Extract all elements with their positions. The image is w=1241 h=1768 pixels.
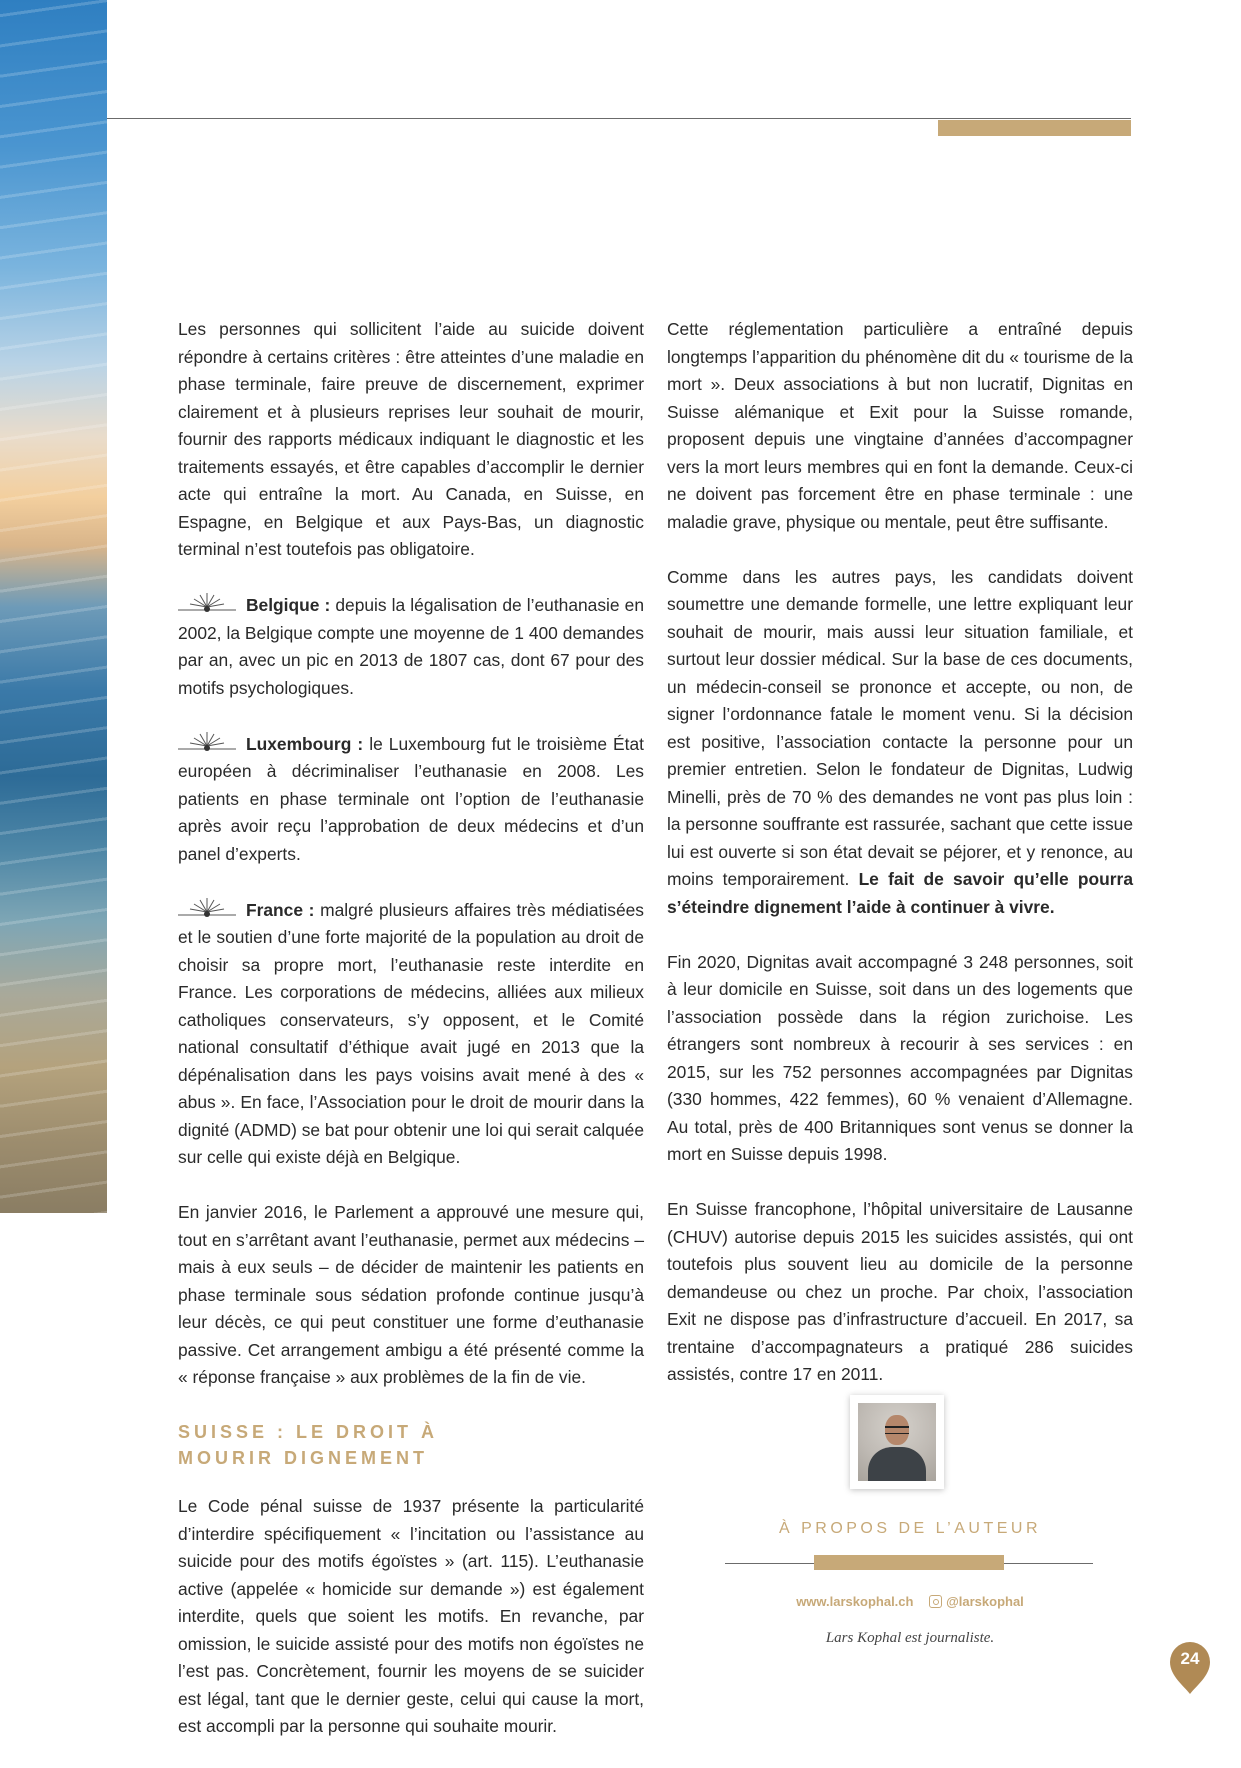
left-column <box>178 316 644 1768</box>
france-2016-paragraph: En janvier 2016, le Parlement a approuvé une mesure qui, tout en s’arrêtant avant l’euthanasie, permet aux médecins – mais à eux seuls – de décider de maintenir les patients en phase terminale sous sédation profonde continue jusqu’à leur décès, ce qui peut constituer une forme d’euthanasie passive. Cet arrangement ambigu a été présenté comme la « réponse française » aux problèmes de la fin de vie. <box>178 1202 644 1387</box>
sea-sunset-photo <box>0 0 107 1213</box>
author-links <box>725 1594 1095 1609</box>
about-author-accent-bar <box>814 1555 1004 1570</box>
author-website-link[interactable]: www.larskophal.ch <box>796 1594 914 1609</box>
country-name: Belgique : <box>246 595 331 615</box>
author-instagram-link[interactable]: @larskophal <box>929 1594 1024 1609</box>
country-paragraph-belgique <box>178 591 644 702</box>
instagram-icon <box>929 1595 942 1608</box>
country-text: depuis la légalisation de l’euthanasie en 2002, la Belgique compte une moyenne de 1 400 demandes par an, avec un pic en 2013 de 1807 cas, dont 67 pour des motifs psychologiques. <box>178 595 644 698</box>
section-heading <box>178 1419 644 1471</box>
candidats-text: Comme dans les autres pays, les candidats doivent soumettre une demande formelle, une lettre expliquant leur souhait de mourir, mais aussi leur situation familiale, et surtout leur dossier médical. Sur la base de ces documents, un médecin-conseil se prononce et accepte, ou non, de signer l’ordonnance fatale le moment venu. Si la décision est positive, l’association contacte la personne pour un premier entretien. Selon le fondateur de Dignitas, Ludwig Minelli, près de 70 % des demandes ne vont pas plus loin : la personne souffrante est rassurée, sachant que cette issue lui est ouverte si son état devait se péjorer, et y renonce, au moins temporairement. <box>667 566 1133 889</box>
right-column <box>667 316 1133 1416</box>
country-name: France : <box>246 899 315 920</box>
tourisme-paragraph: Cette réglementation particulière a entraîné depuis longtemps l’apparition du phénomène dit du « tourisme de la mort ». Deux associations à but non lucratif, Dignitas en Suisse alémanique et Exit pour la Suisse romande, proposent depuis une vingtaine d’années d’accompagner vers la mort leurs membres qui en font la demande. Ceux-ci ne doivent pas forcement être en phase terminale : une maladie grave, physique ou mentale, peut être suffisante. <box>667 319 1133 532</box>
country-text: malgré plusieurs affaires très médiatisées et le soutien d’une forte majorité de la population au droit de choisir sa propre mort, l’euthanasie reste interdite en France. Les corporations de médecins, alliées aux milieux catholiques conservateurs, s’y opposent, et le Comité national consultatif d’éthique avait jugé en 2013 que la dépénalisation dans les pays voisins avait mené à des « abus ». En face, l’Association pour le droit de mourir dans la dignité (ADMD) se bat pour obtenir une loi qui serait calquée sur celle qui existe déjà en Belgique. <box>178 899 644 1167</box>
intro-paragraph: Les personnes qui sollicitent l’aide au suicide doivent répondre à certains critères : être atteintes d’une maladie en phase terminale, faire preuve de discernement, exprimer clairement et à plusieurs reprises leur souhait de mourir, fournir des rapports médicaux indiquant le diagnostic et les traitements essayés, et être capables d’accomplir le dernier acte qui entraîne la mort. Au Canada, en Suisse, en Espagne, en Belgique et aux Pays-Bas, un diagnostic terminal n’est toutefois pas obligatoire. <box>178 319 644 559</box>
country-name: Luxembourg : <box>246 733 364 754</box>
candidats-paragraph <box>667 564 1133 922</box>
author-photo <box>850 1395 944 1489</box>
country-paragraph-france <box>178 896 644 1172</box>
author-bio: Lars Kophal est journaliste. <box>825 1630 995 1646</box>
candidats-bold-text: Le fait de savoir qu’elle pourra s’éteindre dignement l’aide à continuer à vivre. <box>667 869 1133 917</box>
header-accent-bar <box>938 120 1131 136</box>
sunburst-icon <box>178 896 236 920</box>
chuv-paragraph: En Suisse francophone, l’hôpital universitaire de Lausanne (CHUV) autorise depuis 2015 les suicides assistés, qui ont toutefois plus souvent lieu au domicile de la personne demandeuse ou chez un proche. Par choix, l’association Exit ne dispose pas d’infrastructure d’accueil. En 2017, sa trentaine d’accompagnateurs a pratiqué 286 suicides assistés, contre 17 en 2011. <box>667 1199 1133 1384</box>
section-heading-line: MOURIR DIGNEMENT <box>178 1448 428 1468</box>
dignitas-paragraph: Fin 2020, Dignitas avait accompagné 3 248 personnes, soit à leur domicile en Suisse, soit dans un des logements que l’association possède dans la région zurichoise. Les étrangers sont nombreux à recourir à ses services : en 2015, sur les 752 personnes accompagnées par Dignitas (330 hommes, 422 femmes), 60 % venaient d’Allemagne. Au total, près de 400 Britanniques sont venus se donner la mort en Suisse depuis 1998. <box>667 951 1133 1164</box>
sunburst-icon <box>178 591 236 615</box>
header-rule <box>107 118 1131 119</box>
code-penal-paragraph: Le Code pénal suisse de 1937 présente la particularité d’interdire spécifiquement « l’incitation ou l’assistance au suicide pour des motifs égoïstes » (art. 115). L’euthanasie active (appelée « homicide sur demande ») est également interdite, quels que soient les motifs. En revanche, par omission, le suicide assisté pour des motifs non égoïstes ne l’est pas. Concrètement, fournir les moyens de se suicider est légal, tant que le dernier geste, celui qui cause la mort, est accompli par la personne qui souhaite mourir. <box>178 1496 644 1736</box>
section-heading-line: SUISSE : LE DROIT À <box>178 1422 439 1442</box>
about-author-title: À PROPOS DE L’AUTEUR <box>778 1520 1042 1537</box>
sunburst-icon <box>178 730 236 754</box>
page-number: 24 <box>1180 1649 1200 1668</box>
country-text: le Luxembourg fut le troisième État européen à décriminaliser l’euthanasie en 2008. Les patients en phase terminale ont l’option de l’euthanasie après avoir reçu l’approbation de deux médecins et d’un panel d’experts. <box>178 733 644 864</box>
country-paragraph-luxembourg <box>178 730 644 869</box>
